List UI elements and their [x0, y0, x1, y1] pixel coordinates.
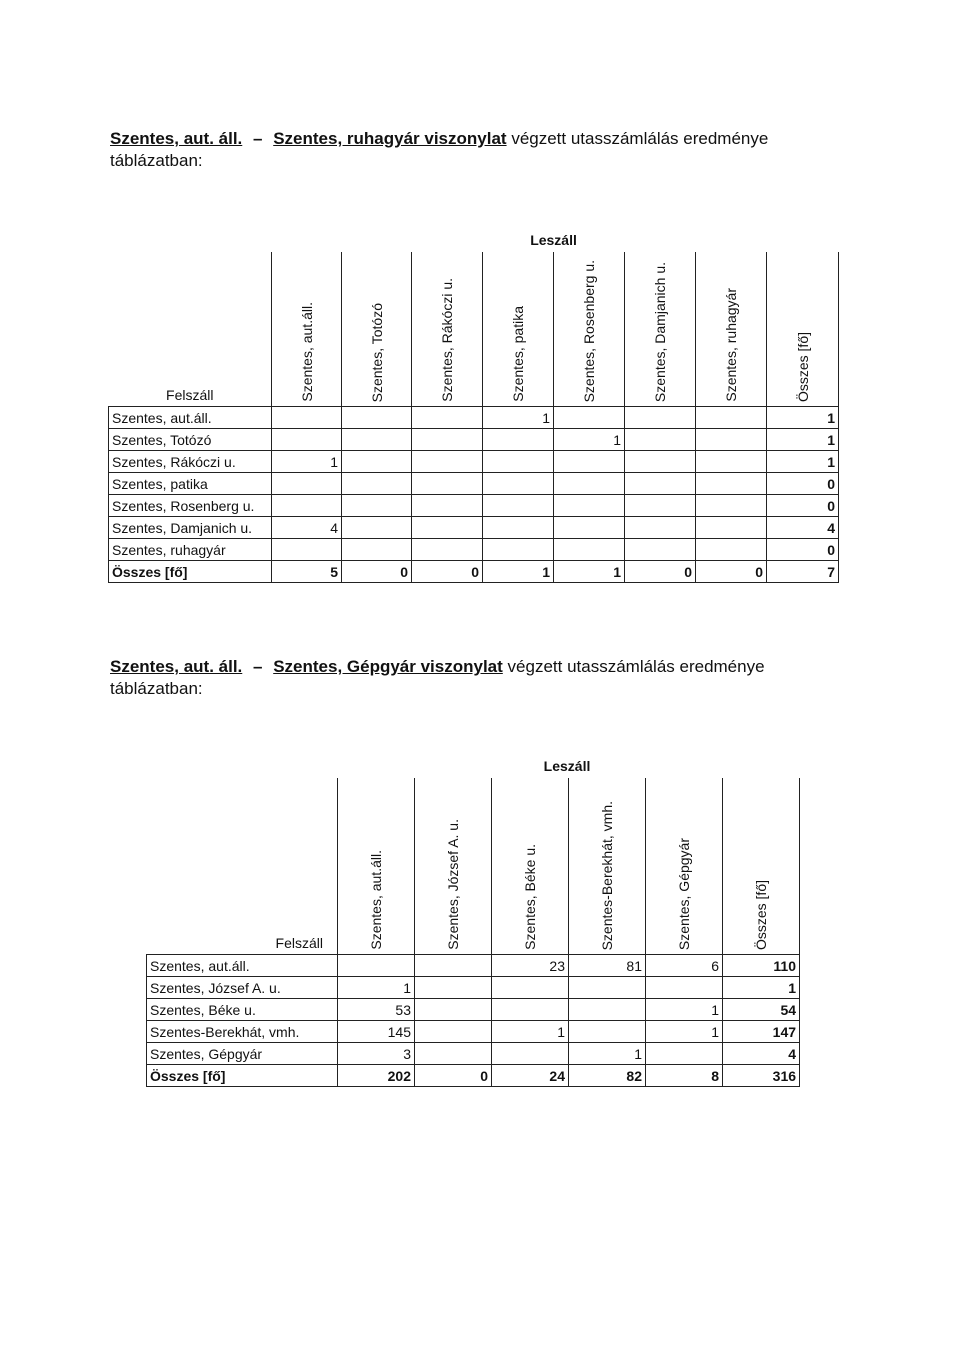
section1-leszall-caption: Leszáll — [530, 232, 577, 248]
section1-col-header — [342, 252, 412, 407]
section1-table-row — [109, 451, 839, 473]
table-cell — [483, 429, 554, 451]
table-cell: 4 — [272, 517, 342, 539]
row-label: Összes [fő] — [109, 561, 272, 583]
table-cell — [415, 1021, 492, 1043]
table-cell: 0 — [412, 561, 483, 583]
table-cell — [412, 517, 483, 539]
table-cell: 1 — [767, 429, 839, 451]
table-cell — [342, 451, 412, 473]
table-cell: 316 — [723, 1065, 800, 1087]
table-cell — [415, 999, 492, 1021]
section1-heading-rest: végzett utasszámlálás eredménye — [511, 129, 769, 148]
section2-table-row — [147, 999, 800, 1021]
table-cell: 23 — [492, 955, 569, 977]
section1-total-row — [109, 561, 839, 583]
section1-col-header — [696, 252, 767, 407]
section1-col-header — [272, 252, 342, 407]
section1-table-row — [109, 473, 839, 495]
section1-heading — [110, 128, 838, 172]
section1-col-header-label: Szentes, Damjanich u. — [652, 261, 668, 402]
table-cell — [492, 977, 569, 999]
section1-col-header-label: Összes [fő] — [794, 331, 811, 402]
section2-col-header — [492, 778, 569, 955]
section1-col-header — [554, 252, 625, 407]
row-label: Szentes, patika — [109, 473, 272, 495]
table-cell: 82 — [569, 1065, 646, 1087]
table-cell: 1 — [483, 561, 554, 583]
section2-col-header-label: Szentes, aut.áll. — [368, 850, 384, 950]
table-cell: 4 — [723, 1043, 800, 1065]
section1-heading-from: Szentes, aut. áll. — [110, 129, 243, 148]
table-cell: 54 — [723, 999, 800, 1021]
table-cell — [412, 539, 483, 561]
section2-heading — [110, 656, 838, 700]
section1-heading-dash: – — [253, 129, 263, 148]
table-cell: 0 — [342, 561, 412, 583]
section2-heading-line2: táblázatban: — [110, 679, 203, 698]
section2-col-header — [723, 778, 800, 955]
row-label: Szentes, Damjanich u. — [109, 517, 272, 539]
table-cell — [696, 407, 767, 429]
table-cell — [412, 495, 483, 517]
section2-col-header — [646, 778, 723, 955]
table-cell — [554, 517, 625, 539]
table-cell — [412, 473, 483, 495]
table-cell — [696, 495, 767, 517]
row-label: Szentes, Rákóczi u. — [109, 451, 272, 473]
table-cell — [483, 451, 554, 473]
row-label: Szentes, aut.áll. — [147, 955, 338, 977]
table-cell — [342, 495, 412, 517]
row-label: Szentes, József A. u. — [147, 977, 338, 999]
section2-col-header-label: Szentes-Berekhát, vmh. — [599, 800, 615, 950]
table-cell: 4 — [767, 517, 839, 539]
table-cell — [272, 407, 342, 429]
section1-table-row — [109, 517, 839, 539]
table-cell — [625, 517, 696, 539]
table-cell — [696, 517, 767, 539]
table-cell — [342, 539, 412, 561]
table-cell: 5 — [272, 561, 342, 583]
table-cell — [625, 539, 696, 561]
table-cell — [415, 977, 492, 999]
row-label: Szentes, Béke u. — [147, 999, 338, 1021]
table-cell — [554, 407, 625, 429]
table-cell — [272, 495, 342, 517]
table-cell — [342, 429, 412, 451]
table-cell — [646, 1043, 723, 1065]
table-cell — [569, 977, 646, 999]
table-cell: 1 — [767, 407, 839, 429]
section2-table-row — [147, 1043, 800, 1065]
section2-heading-rest: végzett utasszámlálás eredménye — [507, 657, 765, 676]
table-cell: 145 — [338, 1021, 415, 1043]
table-cell: 1 — [338, 977, 415, 999]
section2-table — [146, 744, 800, 1087]
table-cell — [272, 429, 342, 451]
table-cell: 0 — [767, 539, 839, 561]
table-cell: 1 — [492, 1021, 569, 1043]
section1-table-row — [109, 539, 839, 561]
section1-heading-to: Szentes, ruhagyár viszonylat — [273, 129, 507, 148]
section2-col-header-label: Szentes, Béke u. — [522, 844, 538, 950]
table-cell — [696, 473, 767, 495]
table-cell — [342, 407, 412, 429]
table-cell: 24 — [492, 1065, 569, 1087]
section1-table-row — [109, 495, 839, 517]
section1-table — [108, 218, 839, 583]
row-label: Összes [fő] — [147, 1065, 338, 1087]
table-cell: 81 — [569, 955, 646, 977]
table-cell — [569, 1021, 646, 1043]
section1-col-header-label: Szentes, Totózó — [368, 302, 385, 402]
table-cell: 0 — [767, 473, 839, 495]
row-label: Szentes, ruhagyár — [109, 539, 272, 561]
section2-col-header-label: Összes [fő] — [753, 879, 769, 950]
table-cell — [483, 495, 554, 517]
table-cell — [483, 473, 554, 495]
row-label: Szentes, Totózó — [109, 429, 272, 451]
table-cell: 1 — [723, 977, 800, 999]
table-cell — [696, 429, 767, 451]
section1-felszall-caption: Felszáll — [166, 387, 214, 403]
table-cell — [492, 1043, 569, 1065]
section1-col-header-label: Szentes, patika — [510, 306, 526, 402]
section1-col-header — [767, 252, 839, 407]
section2-col-header-label: Szentes, Gépgyár — [676, 837, 692, 950]
section2-total-row — [147, 1065, 800, 1087]
table-cell — [696, 451, 767, 473]
table-cell: 0 — [415, 1065, 492, 1087]
table-cell — [696, 539, 767, 561]
section2-heading-from: Szentes, aut. áll. — [110, 657, 243, 676]
table-cell: 0 — [625, 561, 696, 583]
section1-table-row — [109, 429, 839, 451]
row-label: Szentes, Gépgyár — [147, 1043, 338, 1065]
table-cell — [625, 473, 696, 495]
table-cell: 0 — [767, 495, 839, 517]
table-cell — [342, 517, 412, 539]
table-cell: 1 — [569, 1043, 646, 1065]
table-cell: 202 — [338, 1065, 415, 1087]
table-cell — [569, 999, 646, 1021]
section2-table-row — [147, 977, 800, 999]
section2-heading-dash: – — [253, 657, 263, 676]
table-cell: 1 — [272, 451, 342, 473]
table-cell: 110 — [723, 955, 800, 977]
table-cell: 0 — [696, 561, 767, 583]
row-label: Szentes, aut.áll. — [109, 407, 272, 429]
table-cell: 1 — [554, 429, 625, 451]
table-cell — [412, 407, 483, 429]
section1-col-header-label: Szentes, aut.áll. — [298, 302, 315, 402]
section2-table-row — [147, 955, 800, 977]
section1-col-header-label: Szentes, ruhagyár — [723, 288, 739, 402]
section2-heading-to: Szentes, Gépgyár viszonylat — [273, 657, 503, 676]
table-cell — [554, 495, 625, 517]
table-cell — [415, 1043, 492, 1065]
table-cell: 1 — [646, 999, 723, 1021]
section2-col-header — [338, 778, 415, 955]
section1-col-header — [483, 252, 554, 407]
section1-table-row — [109, 407, 839, 429]
table-cell: 1 — [554, 561, 625, 583]
section1-heading-line2: táblázatban: — [110, 151, 203, 170]
table-cell: 1 — [767, 451, 839, 473]
table-cell — [625, 407, 696, 429]
table-cell — [554, 473, 625, 495]
table-cell: 8 — [646, 1065, 723, 1087]
table-cell — [272, 539, 342, 561]
section1-col-header — [412, 252, 483, 407]
table-cell — [272, 473, 342, 495]
section2-col-header-label: Szentes, József A. u. — [445, 819, 461, 950]
table-cell — [554, 539, 625, 561]
table-cell — [625, 495, 696, 517]
table-cell — [338, 955, 415, 977]
table-cell: 6 — [646, 955, 723, 977]
table-cell — [625, 451, 696, 473]
table-cell: 1 — [483, 407, 554, 429]
table-cell — [554, 451, 625, 473]
table-cell — [412, 451, 483, 473]
table-cell — [412, 429, 483, 451]
table-cell: 3 — [338, 1043, 415, 1065]
section1-col-header — [625, 252, 696, 407]
section2-col-header — [415, 778, 492, 955]
table-cell — [646, 977, 723, 999]
table-cell — [625, 429, 696, 451]
section2-table-row — [147, 1021, 800, 1043]
row-label: Szentes, Rosenberg u. — [109, 495, 272, 517]
table-cell: 53 — [338, 999, 415, 1021]
section1-col-header-label: Szentes, Rosenberg u. — [581, 259, 597, 402]
table-cell — [415, 955, 492, 977]
table-cell — [483, 517, 554, 539]
table-cell — [342, 473, 412, 495]
table-cell: 7 — [767, 561, 839, 583]
section2-leszall-caption: Leszáll — [543, 758, 591, 774]
table-cell — [492, 999, 569, 1021]
table-cell — [483, 539, 554, 561]
row-label: Szentes-Berekhát, vmh. — [147, 1021, 338, 1043]
section2-col-header — [569, 778, 646, 955]
table-cell: 1 — [646, 1021, 723, 1043]
section1-col-header-label: Szentes, Rákóczi u. — [439, 278, 455, 402]
table-cell: 147 — [723, 1021, 800, 1043]
section2-felszall-caption: Felszáll — [275, 935, 323, 951]
